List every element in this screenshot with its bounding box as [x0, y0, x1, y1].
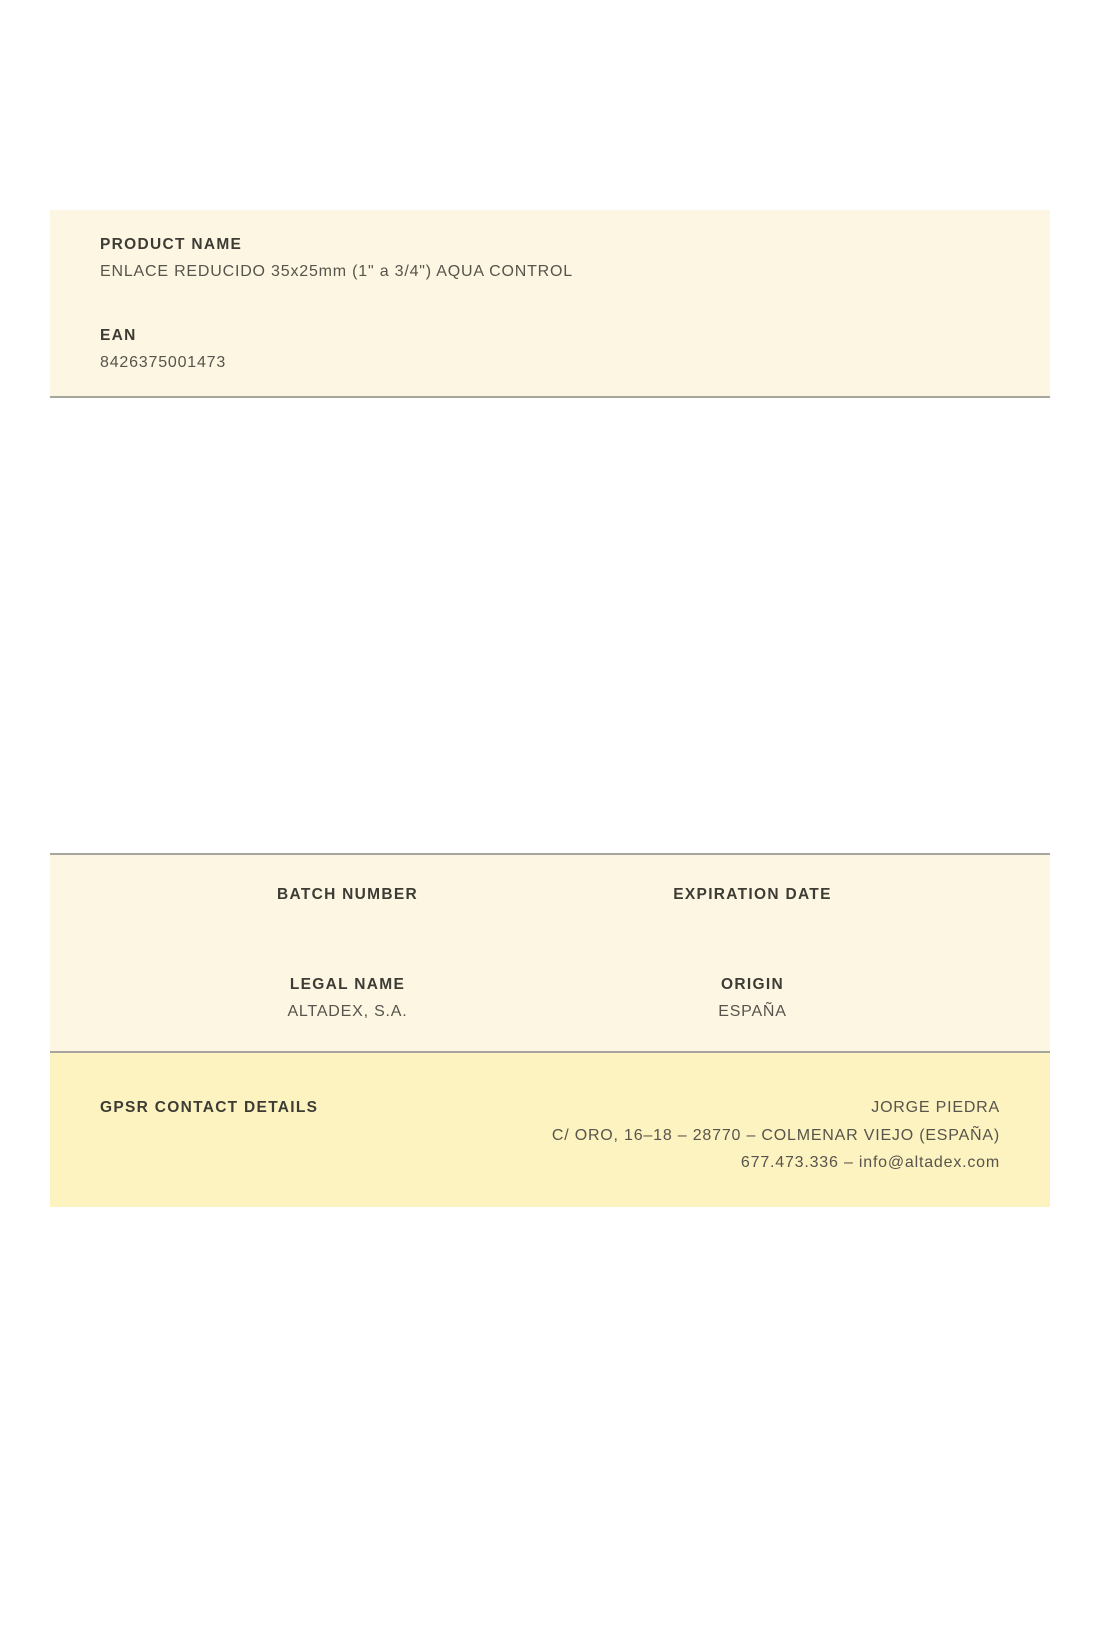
product-name-value: ENLACE REDUCIDO 35x25mm (1" a 3/4") AQUA CONTROL — [100, 263, 573, 280]
spacer-cell — [910, 976, 1000, 994]
gpsr-contact-address: C/ ORO, 16–18 – 28770 – COLMENAR VIEJO (ESPAÑA) — [551, 1126, 1000, 1144]
expiration-date-label: EXPIRATION DATE — [673, 886, 832, 903]
batch-expiration-row — [50, 886, 1050, 904]
gpsr-contact-details-label: GPSR CONTACT DETAILS — [100, 1099, 319, 1116]
gpsr-contact-phone-email: 677.473.336 – info@altadex.com — [740, 1154, 1000, 1171]
gpsr-contact-block — [318, 1094, 1000, 1177]
product-info-panel — [50, 210, 1050, 398]
product-label-document — [50, 210, 1050, 1207]
spacer-cell — [910, 886, 1000, 904]
ean-label: EAN — [100, 327, 137, 344]
gpsr-contact-panel — [50, 1053, 1050, 1207]
gpsr-contact-name: JORGE PIEDRA — [871, 1099, 1000, 1116]
spacer-cell — [910, 1003, 1000, 1021]
origin-value: ESPAÑA — [718, 1003, 787, 1020]
legal-origin-row — [50, 976, 1050, 1021]
ean-value: 8426375001473 — [100, 354, 227, 371]
legal-name-value: ALTADEX, S.A. — [287, 1003, 408, 1020]
traceability-panel — [50, 853, 1050, 1053]
product-name-label: PRODUCT NAME — [100, 236, 243, 253]
legal-name-label: LEGAL NAME — [289, 976, 406, 993]
origin-label: ORIGIN — [721, 976, 784, 993]
batch-number-label: BATCH NUMBER — [276, 886, 419, 903]
